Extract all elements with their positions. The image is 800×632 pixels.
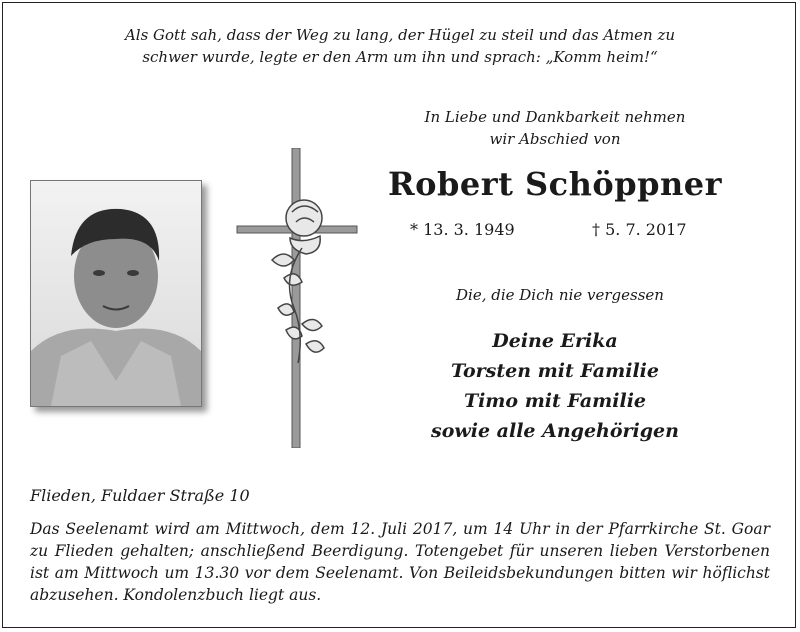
family-member: Torsten mit Familie <box>451 360 659 382</box>
deceased-name: Robert Schöppner <box>388 165 722 203</box>
birth-date: * 13. 3. 1949 <box>410 220 515 239</box>
quote-line-2: schwer wurde, legte er den Arm um ihn und sprach: „Komm heim!“ <box>142 48 658 66</box>
cross-with-rose-illustration <box>232 148 362 448</box>
mourners-intro: Die, die Dich nie vergessen <box>456 286 664 304</box>
quote-line-1: Als Gott sah, dass der Weg zu lang, der Hügel zu steil und das Atmen zu <box>124 26 676 44</box>
portrait-photo <box>30 180 202 407</box>
intro-line-2: wir Abschied von <box>489 130 621 148</box>
family-member: sowie alle Angehörigen <box>431 420 679 442</box>
family-member: Timo mit Familie <box>463 390 647 412</box>
address: Flieden, Fuldaer Straße 10 <box>30 486 250 505</box>
family-member: Deine Erika <box>492 330 618 352</box>
funeral-announcement: Das Seelenamt wird am Mittwoch, dem 12. Juli 2017, um 14 Uhr in der Pfarrkirche St. Goar zu Flieden gehalten; anschließend Beerdigung. Totengebet für unseren lieben Verstorbenen ist am Mittwoch um 13.30 vor dem Seelenamt. Von Beileidsbekundungen bitten wir höflichst abzusehen. Kondolenzbuch liegt aus. <box>30 520 770 604</box>
intro-line-1: In Liebe und Dankbarkeit nehmen <box>424 108 686 126</box>
death-date: † 5. 7. 2017 <box>592 220 687 239</box>
